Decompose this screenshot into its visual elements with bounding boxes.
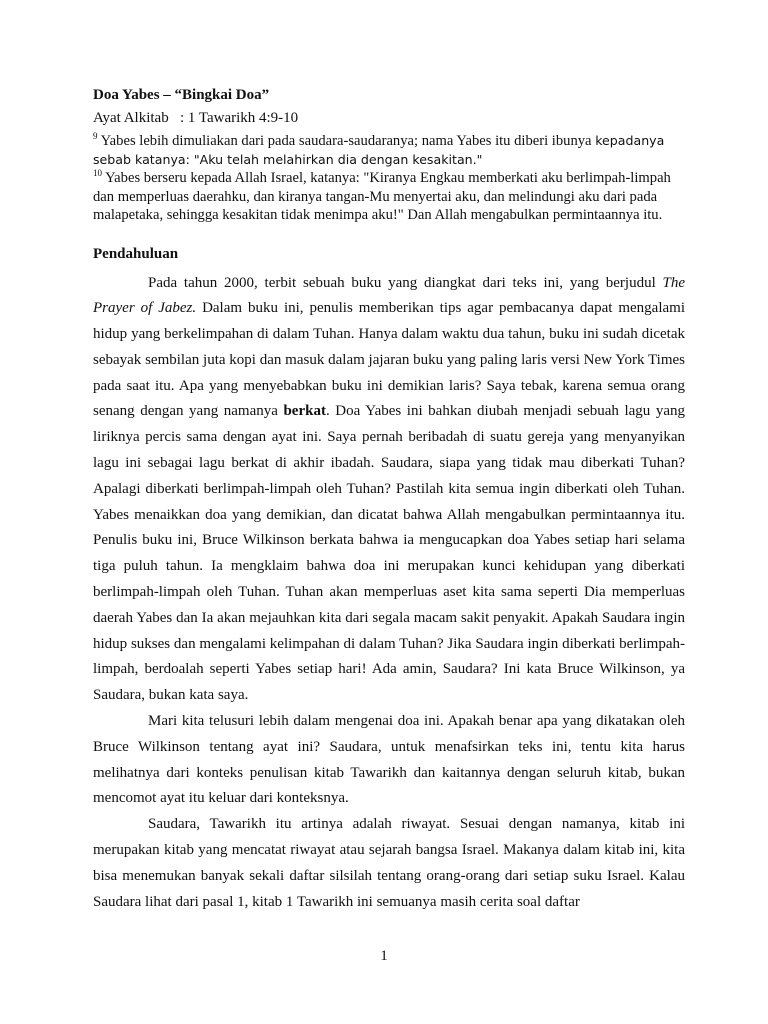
- document-page: [93, 86, 685, 915]
- paragraph-text: . Doa Yabes ini bahkan diubah menjadi sebuah lagu yang liriknya percis sama dengan ayat ini. Saya pernah beribadah di suatu gereja yang menyanyikan lagu ini sebagai lagu berkat di akhir ibadah. Saudara, siapa yang tidak mau diberkati Tuhan? Apalagi diberkati berlimpah-limpah oleh Tuhan? Pastilah kita semua ingin diberkati oleh Tuhan. Yabes menaikkan doa yang demikian, dan dicatat bahwa Allah mengabulkan permintaannya itu. Penulis buku ini, Bruce Wilkinson berkata bahwa ia mengucapkan doa Yabes setiap hari selama tiga puluh tahun. Ia mengklaim bahwa doa ini merupakan kunci kehidupan yang diberkati berlimpah-limpah oleh Tuhan. Tuhan akan memperluas aset kita sama seperti Dia memperluas daerah Yabes dan Ia akan mejauhkan kita dari segala macam sakit penyakit. Apakah Saudara ingin hidup sukses dan mengalami kelimpahan di dalam Tuhan? Jika Saudara ingin diberkati berlimpah-limpah, berdoalah seperti Yabes setiap hari! Ada amin, Saudara? Ini kata Bruce Wilkinson, ya Saudara, bukan kata saya.: [93, 403, 685, 704]
- body-paragraph: Mari kita telusuri lebih dalam mengenai doa ini. Apakah benar apa yang dikatakan oleh Bruce Wilkinson tentang ayat ini? Saudara, untuk menafsirkan teks ini, tentu kita harus melihatnya dari konteks penulisan kitab Tawarikh dan kaitannya dengan seluruh kitab, bukan mencomot ayat itu keluar dari konteksnya.: [93, 713, 685, 807]
- verse-text: Yabes lebih dimuliakan dari pada saudara-saudaranya; nama Yabes itu diberi ibunya: [100, 133, 596, 149]
- scripture-reference: Ayat Alkitab : 1 Tawarikh 4:9-10: [93, 110, 299, 126]
- verse-10: [93, 169, 685, 225]
- verse-number: 9: [93, 131, 98, 142]
- verse-number: 10: [93, 168, 102, 179]
- emphasized-word: berkat: [283, 403, 326, 420]
- page-number: 1: [380, 948, 388, 964]
- document-title: Doa Yabes – “Bingkai Doa”: [93, 87, 270, 103]
- paragraph-text: Dalam buku ini, penulis memberikan tips agar pembacanya dapat mengalami hidup yang berkelimpahan di dalam Tuhan. Hanya dalam waktu dua tahun, buku ini sudah dicetak sebayak sembilan juta kopi dan masuk dalam jajaran buku yang paling laris versi New York Times pada saat itu. Apa yang menyebabkan buku ini demikian laris? Saya tebak, karena semua orang senang dengan yang namanya: [93, 300, 685, 420]
- verse-text-continued: kepadanya sebab katanya: "Aku telah melahirkan dia dengan kesakitan.": [93, 133, 665, 167]
- section-heading: Pendahuluan: [93, 245, 179, 262]
- paragraph-text: Pada tahun 2000, terbit sebuah buku yang diangkat dari teks ini, yang berjudul: [148, 274, 663, 291]
- book-title: The Prayer of Jabez.: [93, 274, 685, 317]
- verse-9: [93, 132, 685, 169]
- body-paragraph: [93, 271, 685, 710]
- verse-text: Yabes berseru kepada Allah Israel, katanya: "Kiranya Engkau memberkati aku berlimpah-limpah dan memperluas daerahku, dan kiranya tangan-Mu menyertai aku, dan melindungi aku dari pada malapetaka, sehingga kesakitan tidak menimpa aku!" Dan Allah mengabulkan permintaannya itu.: [93, 170, 671, 223]
- body-paragraph: Saudara, Tawarikh itu artinya adalah riwayat. Sesuai dengan namanya, kitab ini merupakan kitab yang mencatat riwayat atau sejarah bangsa Israel. Makanya dalam kitab ini, kita bisa menemukan banyak sekali daftar silsilah tentang orang-orang dari setiap suku Israel. Kalau Saudara lihat dari pasal 1, kitab 1 Tawarikh ini semuanya masih cerita soal daftar: [93, 816, 685, 910]
